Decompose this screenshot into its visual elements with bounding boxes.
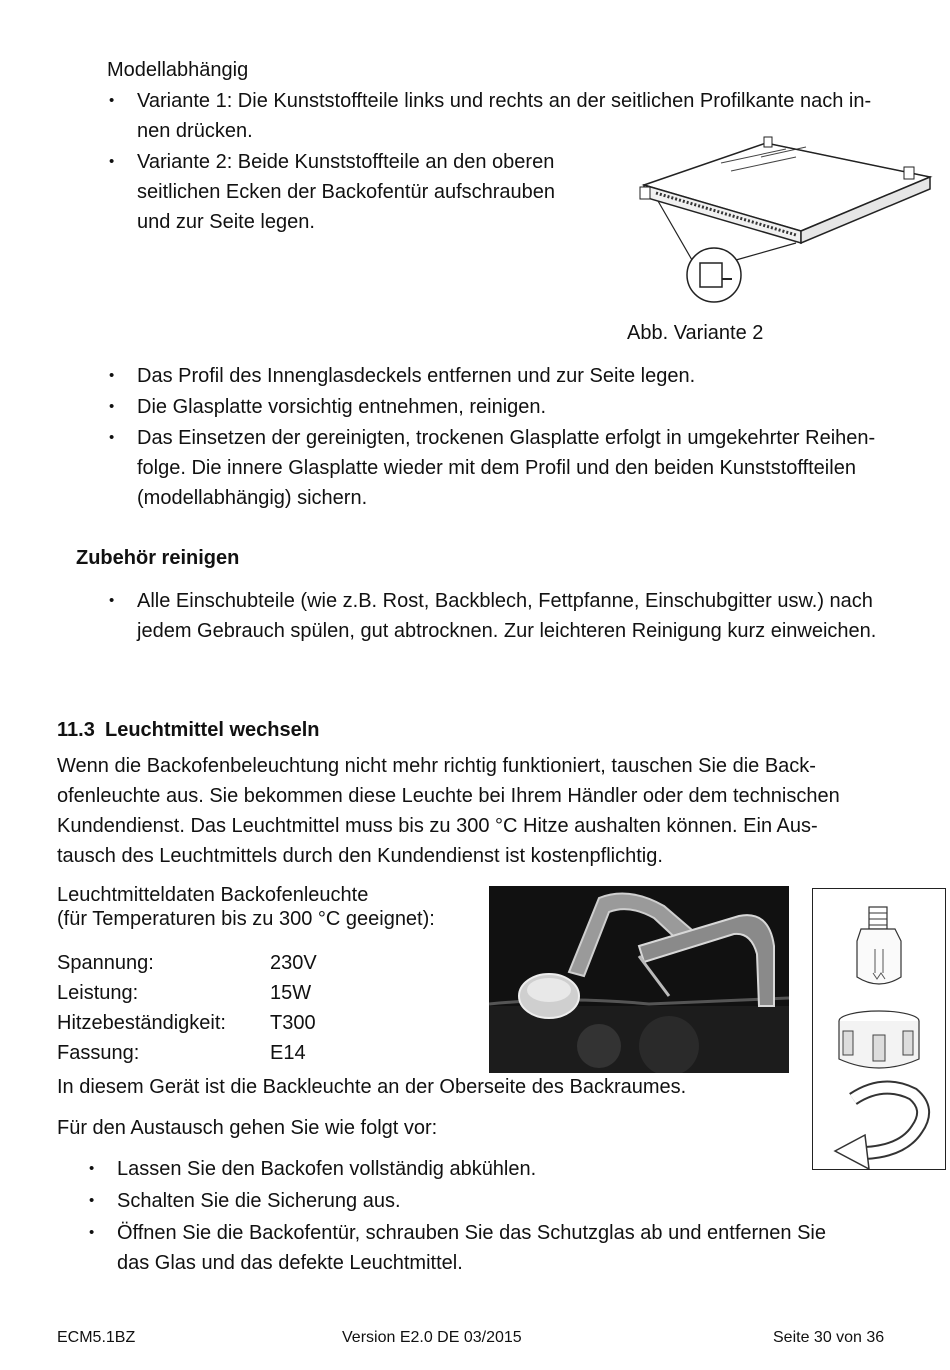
oven-lamp-photo: [489, 886, 789, 1073]
spec-value-voltage: 230V: [270, 952, 317, 974]
step-reinsert-line2: folge. Die innere Glasplatte wieder mit dem Profil und den beiden Kunststoffteilen: [137, 457, 856, 479]
spec-label-socket: Fassung:: [57, 1042, 140, 1064]
section-paragraph-line3: Kundendienst. Das Leuchtmittel muss bis zu 300 °C Hitze aushalten können. Ein Aus-: [57, 815, 818, 837]
spec-value-heat-resistance: T300: [270, 1012, 316, 1034]
variant2-line1: Variante 2: Beide Kunststoffteile an den oberen: [137, 151, 555, 173]
section-paragraph-line2: ofenleuchte aus. Sie bekommen diese Leuchte bei Ihrem Händler oder dem technischen: [57, 785, 840, 807]
variant2-line2: seitlichen Ecken der Backofentür aufschrauben: [137, 181, 556, 203]
bullet-icon: •: [109, 398, 115, 415]
footer-model: ECM5.1BZ: [57, 1329, 136, 1346]
footer-version: Version E2.0 DE 03/2015: [342, 1329, 522, 1346]
procedure-intro: Für den Austausch gehen Sie wie folgt vor:: [57, 1117, 438, 1139]
bullet-icon: •: [89, 1224, 95, 1241]
spec-label-voltage: Spannung:: [57, 952, 154, 974]
section-paragraph-line4: tausch des Leuchtmittels durch den Kundendienst ist kostenpflichtig.: [57, 845, 663, 867]
section-title: Leuchtmittel wechseln: [105, 719, 320, 741]
variant1-line2: nen drücken.: [137, 120, 253, 142]
bullet-icon: •: [109, 592, 115, 609]
spec-label-power: Leistung:: [57, 982, 139, 1004]
step-remove-profile: Das Profil des Innenglasdeckels entfernen und zur Seite legen.: [137, 365, 696, 387]
bullet-icon: •: [109, 153, 115, 170]
variant1-line1: Variante 1: Die Kunststoffteile links und rechts an der seitlichen Profilkante nach in-: [137, 90, 872, 112]
accessories-heading: Zubehör reinigen: [76, 547, 240, 569]
section-number: 11.3: [57, 719, 95, 741]
step-remove-glass: Die Glasplatte vorsichtig entnehmen, reinigen.: [137, 396, 547, 418]
variant2-line3: und zur Seite legen.: [137, 211, 315, 233]
accessories-line1: Alle Einschubteile (wie z.B. Rost, Backblech, Fettpfanne, Einschubgitter usw.) nach: [137, 590, 873, 612]
bullet-icon: •: [109, 367, 115, 384]
model-dependent-label: Modellabhängig: [107, 59, 249, 81]
spec-label-heat-resistance: Hitzebeständigkeit:: [57, 1012, 226, 1034]
step-reinsert-line3: (modellabhängig) sichern.: [137, 487, 368, 509]
lamp-location-text: In diesem Gerät ist die Backleuchte an der Oberseite des Backraumes.: [57, 1076, 687, 1098]
accessories-line2: jedem Gebrauch spülen, gut abtrocknen. Zur leichteren Reinigung kurz einweichen.: [137, 620, 877, 642]
footer-page-number: Seite 30 von 36: [773, 1329, 885, 1346]
spec-value-socket: E14: [270, 1042, 306, 1064]
step-fuse-off: Schalten Sie die Sicherung aus.: [117, 1190, 401, 1212]
lamp-data-subtitle: (für Temperaturen bis zu 300 °C geeignet):: [57, 908, 435, 930]
step-open-door-line1: Öffnen Sie die Backofentür, schrauben Sie das Schutzglas ab und entfernen Sie: [117, 1222, 826, 1244]
bullet-icon: •: [109, 429, 115, 446]
bullet-icon: •: [89, 1192, 95, 1209]
figure-caption: Abb. Variante 2: [627, 322, 764, 344]
bullet-icon: •: [109, 92, 115, 109]
step-cool-down: Lassen Sie den Backofen vollständig abkühlen.: [117, 1158, 537, 1180]
lamp-replacement-illustration: [812, 888, 946, 1170]
lamp-data-title: Leuchtmitteldaten Backofenleuchte: [57, 884, 369, 906]
spec-value-power: 15W: [270, 982, 312, 1004]
step-open-door-line2: das Glas und das defekte Leuchtmittel.: [117, 1252, 463, 1274]
step-reinsert-line1: Das Einsetzen der gereinigten, trockenen Glasplatte erfolgt in umgekehrter Reihen-: [137, 427, 876, 449]
oven-door-diagram: [636, 135, 936, 315]
section-paragraph-line1: Wenn die Backofenbeleuchtung nicht mehr richtig funktioniert, tauschen Sie die Back-: [57, 755, 816, 777]
bullet-icon: •: [89, 1160, 95, 1177]
